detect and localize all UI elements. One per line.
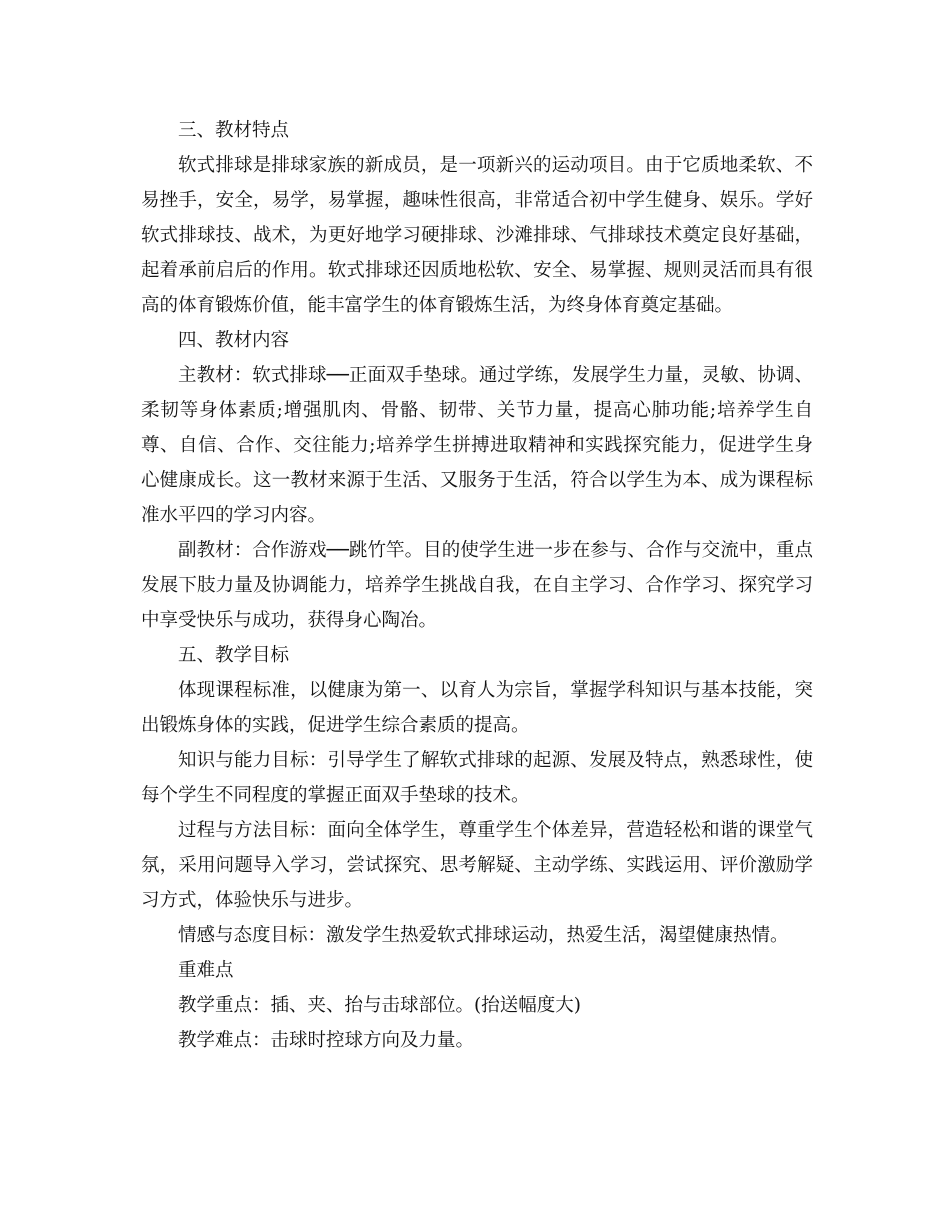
paragraph-secondary-material: 副教材：合作游戏──跳竹竿。目的使学生进一步在参与、合作与交流中，重点发展下肢力量及协调能力，培养学生挑战自我，在自主学习、合作学习、探究学习中享受快乐与成功，获得身心陶冶。: [141, 540, 813, 631]
section-heading-3: 三、教材特点: [178, 120, 290, 141]
section-heading-4: 四、教材内容: [178, 330, 290, 351]
section-heading-5: 五、教学目标: [178, 645, 290, 666]
paragraph-main-material: 主教材：软式排球──正面双手垫球。通过学练，发展学生力量，灵敏、协调、柔韧等身体素质;增强肌肉、骨骼、韧带、关节力量，提高心肺功能;培养学生自尊、自信、合作、交往能力;培养学生拼搏进取精神和实践探究能力，促进学生身心健康成长。这一教材来源于生活、又服务于生活，符合以学生为本、成为课程标准水平四的学习内容。: [141, 365, 813, 526]
paragraph-teaching-difficulty: 教学难点：击球时控球方向及力量。: [178, 1030, 475, 1051]
paragraph-curriculum-standard: 体现课程标准，以健康为第一、以育人为宗旨，掌握学科知识与基本技能，突出锻炼身体的实践，促进学生综合素质的提高。: [141, 680, 813, 736]
section-heading-key-points: 重难点: [178, 960, 234, 981]
paragraph-attitude-goal: 情感与态度目标：激发学生热爱软式排球运动，热爱生活，渴望健康热情。: [178, 925, 789, 946]
paragraph-process-goal: 过程与方法目标：面向全体学生，尊重学生个体差异，营造轻松和谐的课堂气氛，采用问题导入学习，尝试探究、思考解疑、主动学练、实践运用、评价激励学习方式，体验快乐与进步。: [141, 820, 813, 911]
paragraph-teaching-focus: 教学重点：插、夹、抬与击球部位。(抬送幅度大): [178, 995, 581, 1016]
paragraph-material-features: 软式排球是排球家族的新成员，是一项新兴的运动项目。由于它质地柔软、不易挫手，安全，易学，易掌握，趣味性很高，非常适合初中学生健身、娱乐。学好软式排球技、战术，为更好地学习硬排球、沙滩排球、气排球技术奠定良好基础，起着承前启后的作用。软式排球还因质地松软、安全、易掌握、规则灵活而具有很高的体育锻炼价值，能丰富学生的体育锻炼生活，为终身体育奠定基础。: [141, 155, 813, 316]
paragraph-knowledge-goal: 知识与能力目标：引导学生了解软式排球的起源、发展及特点，熟悉球性，使每个学生不同程度的掌握正面双手垫球的技术。: [141, 750, 813, 806]
document-body: [141, 113, 813, 1058]
